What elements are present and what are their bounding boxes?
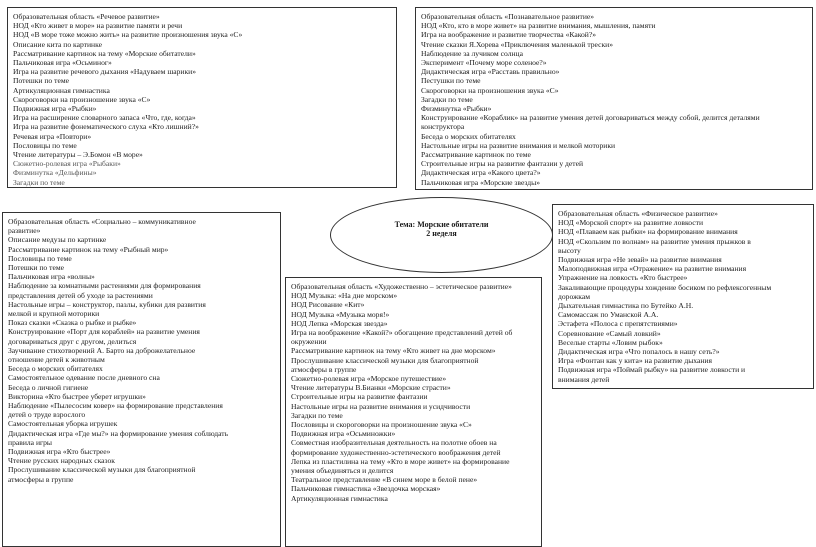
list-item: Лепка из пластилина на тему «Кто в море живет» на формирование bbox=[291, 456, 510, 466]
list-item: Артикуляционная гимнастика bbox=[291, 493, 388, 503]
list-item: Малоподвижная игра «Отражение» на развитие внимания bbox=[558, 264, 747, 274]
list-item: Речевая игра «Повтори» bbox=[13, 131, 92, 141]
list-item: Дыхательная гимнастика по Бутейко А.Н. bbox=[558, 301, 694, 311]
list-item: Рассматривание картинок на тему «Морские обитатели» bbox=[13, 48, 196, 58]
list-item: Загадки по теме bbox=[291, 410, 343, 420]
list-item: Описание медузы по картинке bbox=[8, 235, 107, 245]
list-item: детей о труде взрослого bbox=[8, 410, 86, 420]
list-item: Игра на расширение словарного запаса «Что, где, когда» bbox=[13, 113, 196, 123]
list-item: НОД «Кто, кто в море живет» на развитие внимания, мышления, памяти bbox=[421, 21, 656, 31]
list-item: НОД «Морской спорт» на развитие ловкости bbox=[558, 218, 704, 228]
list-item: атмосферы в группе bbox=[8, 474, 74, 484]
list-item: атмосферы в группе bbox=[291, 364, 357, 374]
list-item: Описание кита по картинке bbox=[13, 39, 102, 49]
list-item: Подвижная игра «Кто быстрее» bbox=[8, 447, 111, 457]
list-item: Чтение литературы В.Бианки «Морские страсти» bbox=[291, 383, 451, 393]
list-item: Физминутка «Дельфины» bbox=[13, 168, 97, 178]
list-item: Игра на развитие фонематического слуха «Кто лишний?» bbox=[13, 122, 199, 132]
list-item: Пальчиковая игра «волны» bbox=[8, 272, 95, 282]
list-item: Наблюдение «Пылесосим ковер» на формирование представления bbox=[8, 401, 223, 411]
list-item: НОД Музыка «Музыка моря!» bbox=[291, 309, 390, 319]
social-list bbox=[8, 217, 275, 484]
list-item: Образовательная область «Физическое развитие» bbox=[558, 209, 718, 218]
list-item: Потешки по теме bbox=[8, 263, 64, 273]
list-item: Прослушивание классической музыки для благоприятной bbox=[291, 355, 479, 365]
list-item: развитие» bbox=[8, 226, 41, 236]
list-item: Закаливающие процедуры хождение босиком по рефлексогенным bbox=[558, 282, 772, 292]
list-item: Наблюдение за лучиком солнца bbox=[421, 48, 523, 58]
list-item: Настольные игры – конструктор, пазлы, кубики для развития bbox=[8, 299, 206, 309]
list-item: внимания детей bbox=[558, 374, 610, 384]
list-item: Строительные игры на развитие фантазии у детей bbox=[421, 159, 584, 169]
list-item: Образовательная область «Познавательное развитие» bbox=[421, 12, 595, 21]
list-item: Самомассаж по Уманской А.А. bbox=[558, 310, 659, 320]
list-item: Соревнование «Самый ловкий» bbox=[558, 328, 661, 338]
list-item: Дидактическая игра «Расставь правильно» bbox=[421, 67, 560, 77]
list-item: Образовательная область «Социально – коммуникативное bbox=[8, 217, 196, 226]
list-item: Показ сказки «Сказка о рыбке и рыбке» bbox=[8, 318, 137, 328]
list-item: Беседа о морских обитателях bbox=[421, 131, 516, 141]
speech-list bbox=[13, 12, 391, 187]
list-item: НОД Лепка «Морская звезда» bbox=[291, 318, 388, 328]
physical-list bbox=[558, 209, 808, 384]
cognitive-list bbox=[421, 12, 807, 187]
list-item: Театральное представление «В синем море в белой пене» bbox=[291, 475, 478, 485]
list-item: Рассматривание картинок по теме bbox=[421, 150, 531, 160]
list-item: мелкой и крупной моторики bbox=[8, 309, 100, 319]
list-item: Скороговорки на произношение звука «С» bbox=[13, 94, 151, 104]
art-list bbox=[291, 282, 536, 503]
topic-title: Тема: Морские обитатели bbox=[394, 220, 489, 229]
list-item: Конструирование «Кораблик» на развитие умения детей договариваться между собой, делится деталями bbox=[421, 113, 760, 123]
list-item: Подвижная игра «Осьминожки» bbox=[291, 429, 396, 439]
list-item: НОД Рисование «Кит» bbox=[291, 300, 365, 310]
list-item: Дидактическая игра «Какого цвета?» bbox=[421, 168, 541, 178]
list-item: правила игры bbox=[8, 437, 53, 447]
list-item: Веселые старты «Ловим рыбок» bbox=[558, 337, 663, 347]
list-item: Образовательная область «Художественно – эстетическое развитие» bbox=[291, 282, 512, 291]
list-item: конструктора bbox=[421, 122, 465, 132]
cognitive-development-box bbox=[415, 7, 813, 190]
list-item: Игра «Фонтан как у кита» на развитие дыхания bbox=[558, 356, 712, 366]
list-item: Упражнение на ловкость «Кто быстрее» bbox=[558, 273, 688, 283]
list-item: Образовательная область «Речевое развитие» bbox=[13, 12, 160, 21]
list-item: Загадки по теме bbox=[13, 177, 65, 187]
list-item: Сюжетно-ролевая игра «Морское путешествие» bbox=[291, 374, 447, 384]
list-item: НОД «В море тоже можно жить» на развитие произношения звука «С» bbox=[13, 30, 243, 40]
social-communicative-box bbox=[2, 212, 281, 547]
list-item: Беседа о личной гигиене bbox=[8, 382, 89, 392]
list-item: Строительные игры на развитие фантазии bbox=[291, 392, 428, 402]
list-item: Конструирование «Порт для кораблей» на развитие умения bbox=[8, 327, 200, 337]
list-item: Самостоятельное одевание после дневного сна bbox=[8, 373, 160, 383]
list-item: Наблюдение за комнатными растениями для формирования bbox=[8, 281, 201, 291]
list-item: договариваться друг с другом, делиться bbox=[8, 336, 137, 346]
list-item: Викторина «Кто быстрее уберет игрушки» bbox=[8, 391, 146, 401]
list-item: Самостоятельная уборка игрушек bbox=[8, 419, 118, 429]
topic-ellipse bbox=[330, 197, 553, 273]
list-item: окружении bbox=[291, 337, 327, 347]
speech-development-box bbox=[7, 7, 397, 188]
list-item: Дидактическая игра «Где мы?» на формирование умения соблюдать bbox=[8, 428, 229, 438]
topic-week: 2 неделя bbox=[426, 229, 457, 238]
list-item: Эстафета «Полоса с препятствиями» bbox=[558, 319, 678, 329]
list-item: Пальчиковая игра «Осьминог» bbox=[13, 58, 112, 68]
list-item: дорожкам bbox=[558, 291, 591, 301]
list-item: высоту bbox=[558, 245, 581, 255]
list-item: Пословицы по теме bbox=[8, 253, 72, 263]
list-item: Артикуляционная гимнастика bbox=[13, 85, 110, 95]
physical-development-box bbox=[552, 204, 814, 389]
list-item: умения объединяться и делится bbox=[291, 466, 394, 476]
list-item: Прослушивание классической музыки для благоприятной bbox=[8, 465, 196, 475]
list-item: Рассматривание картинок на тему «Кто живет на дне морском» bbox=[291, 346, 496, 356]
list-item: Игра на воображение «Какой?» обогащение представлений детей об bbox=[291, 328, 513, 338]
list-item: Пословицы по теме bbox=[13, 140, 77, 150]
list-item: Загадки по теме bbox=[421, 94, 473, 104]
list-item: НОД Музыка: «На дне морском» bbox=[291, 291, 398, 301]
list-item: Сюжетно-ролевая игра «Рыбаки» bbox=[13, 159, 121, 169]
list-item: Дидактическая игра «Что попалось в нашу сеть?» bbox=[558, 347, 720, 357]
list-item: отношение детей к животным bbox=[8, 355, 105, 365]
list-item: Настольные игры на развитие внимания и усидчивости bbox=[291, 401, 471, 411]
list-item: Скороговорки на произношения звука «С» bbox=[421, 85, 559, 95]
list-item: представления детей об уходе за растениями bbox=[8, 290, 153, 300]
list-item: Совместная изобразительная деятельность на полотне обоев на bbox=[291, 438, 497, 448]
list-item: формирование художественно-эстетического воображения детей bbox=[291, 447, 501, 457]
list-item: Чтение сказки Я.Хорева «Приключения маленькой трески» bbox=[421, 39, 614, 49]
list-item: Чтение русских народных сказок bbox=[8, 456, 115, 466]
list-item: Подвижная игра «Поймай рыбку» на развитие ловкости и bbox=[558, 365, 746, 375]
list-item: Рассматривание картинок на тему «Рыбный мир» bbox=[8, 244, 169, 254]
list-item: Заучивание стихотворений А. Барто на доброжелательное bbox=[8, 345, 196, 355]
list-item: Настольные игры на развитие внимания и мелкой моторики bbox=[421, 140, 616, 150]
list-item: Физминутка «Рыбки» bbox=[421, 104, 492, 114]
list-item: Подвижная игра «Не зевай» на развитие внимания bbox=[558, 255, 722, 265]
list-item: Подвижная игра «Рыбки» bbox=[13, 104, 97, 114]
list-item: Игра на воображение и развитие творчества «Какой?» bbox=[421, 30, 597, 40]
list-item: Пестушки по теме bbox=[421, 76, 481, 86]
list-item: Пальчиковая игра «Морские звезды» bbox=[421, 177, 541, 187]
list-item: Беседа о морских обитателях bbox=[8, 364, 103, 374]
list-item: Пальчиковая гимнастика «Звездочка морская» bbox=[291, 484, 441, 494]
list-item: Потешки по теме bbox=[13, 76, 69, 86]
list-item: Эксперимент «Почему море соленое?» bbox=[421, 58, 547, 68]
list-item: Игра на развитие речевого дыхания «Надуваем шарики» bbox=[13, 67, 197, 77]
list-item: НОД «Плаваем как рыбки» на формирование внимания bbox=[558, 227, 738, 237]
list-item: НОД «Скользим по волнам» на развитие умения прыжков в bbox=[558, 236, 751, 246]
list-item: Пословицы и скороговорки на произношение звука «С» bbox=[291, 420, 472, 430]
artistic-aesthetic-box bbox=[285, 277, 542, 547]
list-item: НОД «Кто живет в море» на развитие памяти и речи bbox=[13, 21, 183, 31]
list-item: Чтение литературы – Э.Бомон «В море» bbox=[13, 150, 143, 160]
